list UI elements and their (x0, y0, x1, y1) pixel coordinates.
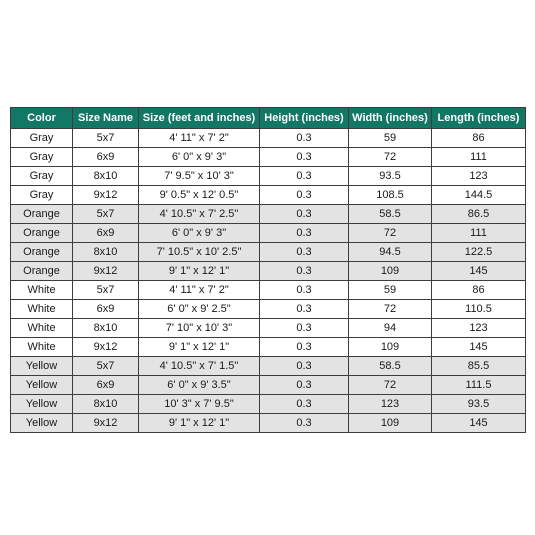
cell-height: 0.3 (260, 148, 349, 167)
table-row (11, 262, 526, 281)
cell-size-name: 5x7 (73, 129, 139, 148)
cell-height: 0.3 (260, 167, 349, 186)
cell-height: 0.3 (260, 300, 349, 319)
cell-length: 144.5 (432, 186, 526, 205)
table-row (11, 414, 526, 433)
cell-width: 58.5 (349, 205, 432, 224)
cell-length: 145 (432, 262, 526, 281)
cell-width: 72 (349, 224, 432, 243)
cell-size-name: 8x10 (73, 395, 139, 414)
cell-height: 0.3 (260, 129, 349, 148)
cell-color: White (11, 338, 73, 357)
cell-width: 109 (349, 414, 432, 433)
cell-size-feet-inches: 4' 11" x 7' 2" (139, 281, 260, 300)
cell-width: 94.5 (349, 243, 432, 262)
cell-height: 0.3 (260, 395, 349, 414)
header-row (11, 108, 526, 129)
cell-size-name: 8x10 (73, 167, 139, 186)
table-row (11, 205, 526, 224)
cell-size-name: 6x9 (73, 376, 139, 395)
cell-width: 93.5 (349, 167, 432, 186)
cell-color: White (11, 300, 73, 319)
cell-color: Yellow (11, 376, 73, 395)
cell-size-name: 6x9 (73, 224, 139, 243)
cell-length: 123 (432, 167, 526, 186)
cell-size-feet-inches: 6' 0" x 9' 2.5" (139, 300, 260, 319)
cell-size-feet-inches: 6' 0" x 9' 3" (139, 224, 260, 243)
cell-length: 85.5 (432, 357, 526, 376)
cell-width: 59 (349, 129, 432, 148)
table-row (11, 319, 526, 338)
cell-height: 0.3 (260, 357, 349, 376)
cell-width: 72 (349, 148, 432, 167)
table-row (11, 338, 526, 357)
column-header-size-feet-inches: Size (feet and inches) (139, 108, 260, 129)
cell-size-name: 9x12 (73, 262, 139, 281)
column-header-width: Width (inches) (349, 108, 432, 129)
cell-size-feet-inches: 9' 0.5" x 12' 0.5" (139, 186, 260, 205)
cell-color: Gray (11, 148, 73, 167)
cell-size-feet-inches: 9' 1" x 12' 1" (139, 414, 260, 433)
table-body (11, 129, 526, 433)
cell-color: Orange (11, 224, 73, 243)
table-row (11, 224, 526, 243)
cell-color: Orange (11, 205, 73, 224)
column-header-color: Color (11, 108, 73, 129)
cell-size-feet-inches: 7' 9.5" x 10' 3" (139, 167, 260, 186)
cell-color: White (11, 319, 73, 338)
cell-height: 0.3 (260, 262, 349, 281)
cell-height: 0.3 (260, 414, 349, 433)
cell-size-feet-inches: 4' 10.5" x 7' 2.5" (139, 205, 260, 224)
cell-size-feet-inches: 4' 10.5" x 7' 1.5" (139, 357, 260, 376)
cell-size-name: 8x10 (73, 243, 139, 262)
column-header-height: Height (inches) (260, 108, 349, 129)
cell-length: 122.5 (432, 243, 526, 262)
cell-color: Yellow (11, 414, 73, 433)
cell-height: 0.3 (260, 186, 349, 205)
cell-length: 145 (432, 338, 526, 357)
cell-size-feet-inches: 7' 10.5" x 10' 2.5" (139, 243, 260, 262)
cell-color: Orange (11, 243, 73, 262)
cell-height: 0.3 (260, 205, 349, 224)
cell-height: 0.3 (260, 319, 349, 338)
cell-width: 108.5 (349, 186, 432, 205)
cell-width: 59 (349, 281, 432, 300)
cell-length: 110.5 (432, 300, 526, 319)
cell-size-feet-inches: 9' 1" x 12' 1" (139, 338, 260, 357)
table-row (11, 395, 526, 414)
cell-color: Gray (11, 129, 73, 148)
cell-size-name: 9x12 (73, 186, 139, 205)
cell-width: 123 (349, 395, 432, 414)
cell-height: 0.3 (260, 338, 349, 357)
cell-length: 86 (432, 129, 526, 148)
cell-width: 58.5 (349, 357, 432, 376)
cell-length: 111 (432, 224, 526, 243)
cell-size-name: 6x9 (73, 300, 139, 319)
cell-width: 72 (349, 376, 432, 395)
cell-size-name: 9x12 (73, 414, 139, 433)
cell-width: 109 (349, 262, 432, 281)
cell-color: Yellow (11, 357, 73, 376)
cell-size-feet-inches: 6' 0" x 9' 3.5" (139, 376, 260, 395)
cell-color: Orange (11, 262, 73, 281)
cell-length: 123 (432, 319, 526, 338)
cell-size-name: 5x7 (73, 205, 139, 224)
cell-length: 86 (432, 281, 526, 300)
cell-length: 111 (432, 148, 526, 167)
cell-color: Gray (11, 186, 73, 205)
cell-width: 72 (349, 300, 432, 319)
table-row (11, 300, 526, 319)
cell-height: 0.3 (260, 224, 349, 243)
cell-color: White (11, 281, 73, 300)
cell-size-feet-inches: 7' 10" x 10' 3" (139, 319, 260, 338)
cell-size-feet-inches: 9' 1" x 12' 1" (139, 262, 260, 281)
cell-width: 109 (349, 338, 432, 357)
cell-size-name: 8x10 (73, 319, 139, 338)
cell-length: 86.5 (432, 205, 526, 224)
table-row (11, 243, 526, 262)
table-row (11, 281, 526, 300)
cell-size-feet-inches: 10' 3" x 7' 9.5" (139, 395, 260, 414)
cell-size-feet-inches: 6' 0" x 9' 3" (139, 148, 260, 167)
cell-color: Gray (11, 167, 73, 186)
cell-width: 94 (349, 319, 432, 338)
table-row (11, 376, 526, 395)
cell-size-feet-inches: 4' 11" x 7' 2" (139, 129, 260, 148)
column-header-size-name: Size Name (73, 108, 139, 129)
cell-length: 145 (432, 414, 526, 433)
cell-length: 111.5 (432, 376, 526, 395)
table-row (11, 148, 526, 167)
table-row (11, 167, 526, 186)
cell-size-name: 5x7 (73, 357, 139, 376)
table-row (11, 357, 526, 376)
cell-height: 0.3 (260, 376, 349, 395)
cell-length: 93.5 (432, 395, 526, 414)
column-header-length: Length (inches) (432, 108, 526, 129)
size-chart-table (10, 107, 526, 433)
cell-size-name: 5x7 (73, 281, 139, 300)
table-row (11, 129, 526, 148)
table-header (11, 108, 526, 129)
cell-height: 0.3 (260, 281, 349, 300)
cell-color: Yellow (11, 395, 73, 414)
table-row (11, 186, 526, 205)
cell-height: 0.3 (260, 243, 349, 262)
cell-size-name: 9x12 (73, 338, 139, 357)
cell-size-name: 6x9 (73, 148, 139, 167)
